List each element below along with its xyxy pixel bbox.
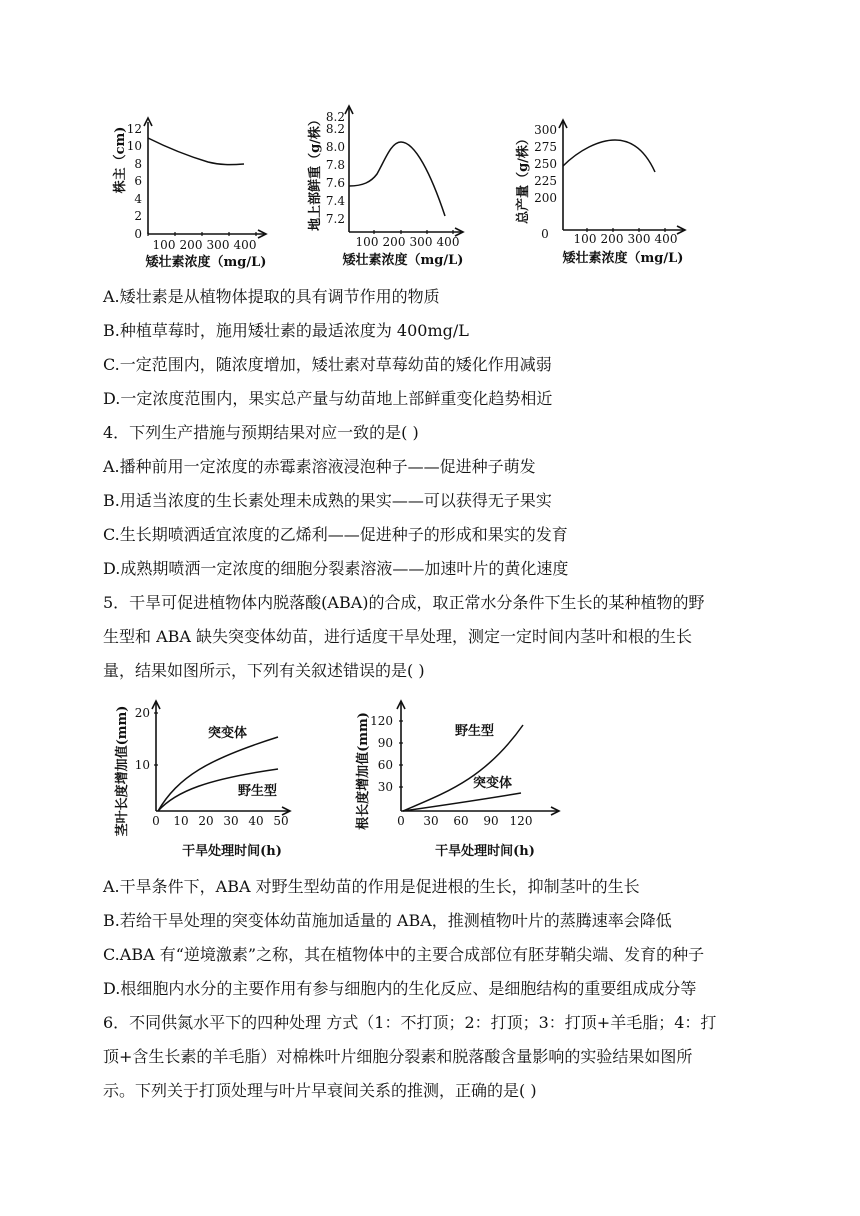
y-axis-label: 根长度增加值(mm): [356, 712, 371, 830]
xtick: 200: [382, 235, 406, 249]
ytick: 8: [134, 157, 142, 171]
xtick: 300: [409, 235, 433, 249]
option-text: A.干旱条件下，ABA 对野生型幼苗的作用是促进根的生长，抑制茎叶的生长: [103, 877, 640, 896]
ytick: 20: [134, 706, 150, 720]
xtick: 100: [573, 232, 597, 246]
curve-fresh-weight: [349, 142, 445, 216]
xtick: 30: [423, 814, 439, 828]
series-label-wild-type: 野生型: [238, 784, 278, 799]
option-text: D.成熟期喷洒一定浓度的细胞分裂素溶液——加速叶片的黄化速度: [103, 559, 569, 578]
ytick: 275: [534, 140, 557, 154]
ytick: 225: [534, 174, 557, 188]
y-axis-label: 总产量（g/株）: [516, 132, 531, 224]
xtick: 50: [273, 814, 289, 828]
ytick: 8.2: [325, 122, 345, 136]
option-text: C.生长期喷洒适宜浓度的乙烯利——促进种子的形成和果实的发育: [103, 525, 568, 544]
x-axis-label: 矮壮素浓度（mg/L): [562, 251, 684, 266]
xtick: 0: [152, 814, 160, 828]
ytick: 2: [134, 209, 142, 223]
option-text: A.播种前用一定浓度的赤霉素溶液浸泡种子——促进种子萌发: [103, 457, 536, 476]
ytick: 7.4: [325, 194, 345, 208]
option-text: B.若给干旱处理的突变体幼苗施加适量的 ABA，推测植物叶片的蒸腾速率会降低: [103, 911, 672, 930]
chart-total-yield: [505, 112, 695, 270]
xtick: 300: [206, 238, 230, 252]
y-axis-label: 株主（cm): [113, 126, 128, 194]
option-text: D.一定浓度范围内，果实总产量与幼苗地上部鲜重变化趋势相近: [103, 389, 553, 408]
curve-mutant: [403, 793, 521, 811]
x-axis-label: 干旱处理时间(h): [182, 844, 282, 859]
xtick: 40: [248, 814, 264, 828]
series-label-mutant: 突变体: [208, 726, 248, 741]
xtick: 400: [233, 238, 257, 252]
curve-mutant: [158, 737, 278, 811]
xtick: 30: [223, 814, 239, 828]
xtick: 60: [453, 814, 469, 828]
xtick: 90: [483, 814, 499, 828]
option-text: C.一定范围内，随浓度增加，矮壮素对草莓幼苗的矮化作用减弱: [103, 355, 552, 374]
ytick: 250: [534, 157, 557, 171]
x-axis-label: 干旱处理时间(h): [435, 844, 535, 859]
chart-plant-height: [108, 112, 280, 270]
xtick: 120: [509, 814, 533, 828]
curve-total-yield: [563, 140, 655, 172]
question-6-stem: 顶+含生长素的羊毛脂）对棉株叶片细胞分裂素和脱落酸含量影响的实验结果如图所: [103, 1047, 693, 1066]
ytick: 8.0: [325, 140, 345, 154]
question-6-stem: 6．不同供氮水平下的四种处理 方式（1：不打顶；2：打顶；3：打顶+羊毛脂；4：打: [103, 1013, 717, 1032]
question-6-stem: 示。下列关于打顶处理与叶片早衰间关系的推测，正确的是( ): [103, 1081, 537, 1100]
ytick: 200: [534, 191, 557, 205]
ytick: 6: [134, 174, 142, 188]
option-text: A.矮壮素是从植物体提取的具有调节作用的物质: [103, 287, 440, 306]
question-4-stem: 4．下列生产措施与预期结果对应一致的是( ): [103, 423, 419, 442]
ytick: 12: [126, 122, 142, 136]
ytick: 0: [541, 227, 549, 241]
option-text: D.根细胞内水分的主要作用有参与细胞内的生化反应、是细胞结构的重要组成成分等: [103, 979, 697, 998]
chart-fresh-weight: [305, 100, 477, 270]
xtick: 200: [179, 238, 203, 252]
y-axis-label: 茎叶长度增加值(mm): [115, 705, 130, 837]
xtick: 100: [152, 238, 176, 252]
xtick: 300: [627, 232, 651, 246]
xtick: 10: [173, 814, 189, 828]
ytick: 10: [126, 139, 142, 153]
question-5-stem: 5．干旱可促进植物体内脱落酸(ABA)的合成，取正常水分条件下生长的某种植物的野: [103, 593, 705, 612]
option-text: B.种植草莓时，施用矮壮素的最适浓度为 400mg/L: [103, 321, 469, 340]
chart-root-growth: [345, 695, 575, 865]
question-5-stem: 生型和 ABA 缺失突变体幼苗，进行适度干旱处理，测定一定时间内茎叶和根的生长: [103, 627, 693, 646]
y-axis-label: 地上部鲜重（g/株）: [308, 113, 323, 231]
ytick: 90: [377, 736, 393, 750]
chart-stem-leaf-growth: [108, 695, 308, 865]
xtick: 400: [654, 232, 678, 246]
ytick: 0: [134, 227, 142, 241]
ytick: 60: [377, 758, 393, 772]
ytick: 30: [377, 780, 393, 794]
ytick: 7.6: [325, 176, 345, 190]
series-label-wild-type: 野生型: [455, 724, 495, 739]
curve-plant-height: [148, 138, 244, 165]
option-text: B.用适当浓度的生长素处理未成熟的果实——可以获得无子果实: [103, 491, 552, 510]
ytick: 120: [370, 714, 393, 728]
option-text: C.ABA 有“逆境激素”之称，其在植物体中的主要合成部位有胚芽鞘尖端、发育的种子: [103, 945, 705, 964]
xtick: 200: [600, 232, 624, 246]
x-axis-label: 矮壮素浓度（mg/L): [145, 255, 267, 270]
xtick: 20: [198, 814, 214, 828]
ytick: 4: [134, 192, 142, 206]
x-axis-label: 矮壮素浓度（mg/L): [342, 253, 464, 268]
ytick: 8.2: [325, 110, 345, 124]
ytick: 7.8: [325, 158, 345, 172]
ytick: 7.2: [325, 212, 345, 226]
ytick: 10: [134, 758, 150, 772]
ytick: 300: [534, 123, 557, 137]
xtick: 0: [397, 814, 405, 828]
question-5-stem: 量，结果如图所示，下列有关叙述错误的是( ): [103, 661, 425, 680]
series-label-mutant: 突变体: [473, 776, 513, 791]
xtick: 100: [355, 235, 379, 249]
xtick: 400: [436, 235, 460, 249]
